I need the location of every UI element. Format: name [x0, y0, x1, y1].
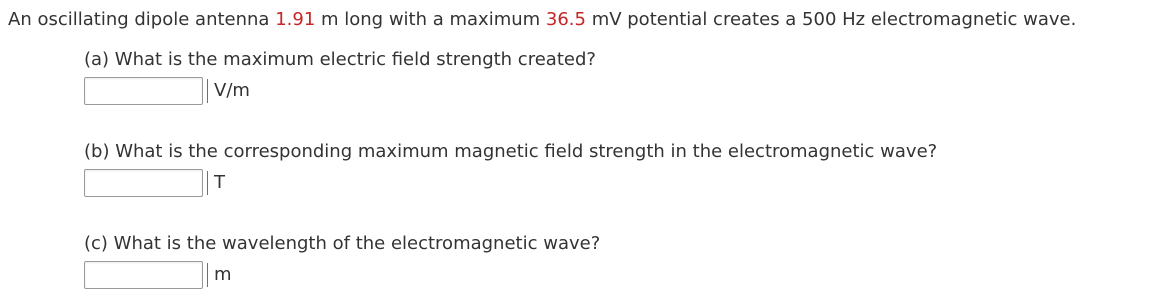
part-b-answer-row [84, 169, 225, 197]
part-b-unit [207, 169, 225, 197]
problem-statement [8, 8, 1076, 32]
part-a-unit-divider [207, 79, 208, 103]
part-c-unit-divider [207, 263, 208, 287]
part-b-unit-label: T [214, 172, 225, 193]
part-c-answer-row [84, 261, 232, 289]
part-b-question: (b) What is the corresponding maximum magnetic field strength in the electromagnetic wave? [84, 141, 938, 162]
part-b-answer-input[interactable] [84, 169, 203, 197]
part-c-answer-input[interactable] [84, 261, 203, 289]
part-a-question: (a) What is the maximum electric field strength created? [84, 49, 596, 70]
intro-suffix-text: mV potential creates a 500 Hz electromagnetic wave. [585, 9, 1077, 30]
part-a-answer-row [84, 77, 250, 105]
max-potential-value: 36.5 [545, 9, 586, 30]
part-c-unit-label: m [214, 264, 232, 285]
antenna-length-value: 1.91 [275, 9, 316, 30]
intro-middle-text: m long with a maximum [315, 9, 546, 30]
part-c-question: (c) What is the wavelength of the electromagnetic wave? [84, 233, 601, 254]
part-c-unit [207, 261, 232, 289]
part-a-answer-input[interactable] [84, 77, 203, 105]
part-a-unit [207, 77, 250, 105]
intro-prefix-text: An oscillating dipole antenna [8, 9, 276, 30]
part-a-unit-label: V/m [214, 80, 250, 101]
part-b-unit-divider [207, 171, 208, 195]
